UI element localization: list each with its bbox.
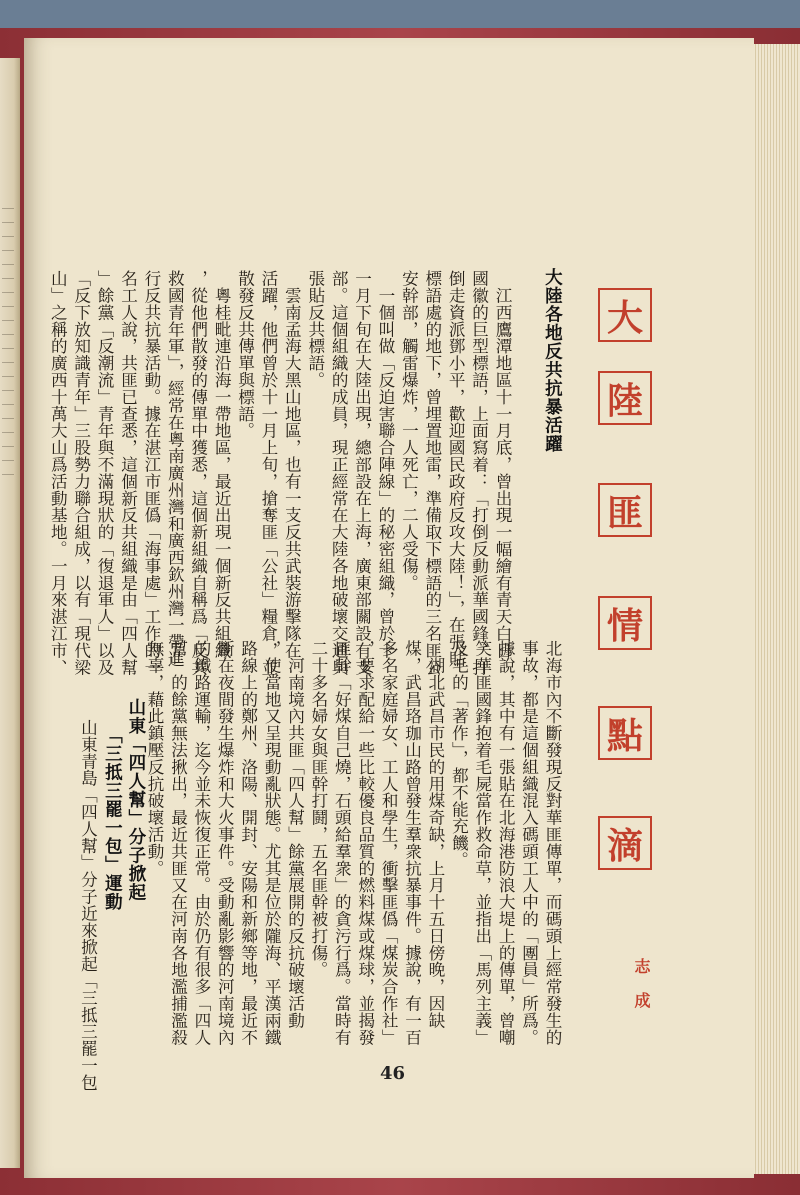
article-body-1: 江西鷹潭地區十一月底，曾出現一幅繪有青天白日 國徽的巨型標語，上面寫着：「打倒反動派華國鋒、打 倒走資派鄧小平，歡迎國民政府反攻大陸！」，在張貼 標語處的地下，曾埋置地雷，準備取下標語的三名匪公 安幹部，觸雷爆炸，一人死亡，二人受傷。 一個叫做「反迫害聯合陣線」的秘密組織，曾於十 一月下旬在大陸出現，總部設在上海，廣東部關設有支 部。這個組織的成員，現正經常在大陸各地破壞交通與 張貼反共標語。 雲南孟海大黑山地區，也有一支反共武裝游擊隊在 活躍，他們曾於十一月上旬，搶奪匪「公社」糧倉，並 散發反共傳單與標語。 粵桂毗連沿海一帶地區，最近出現一個新反共組織 ，從他們散發的傳單中獲悉，這個新組織自稱爲「反共 救國青年軍」，經常在粵南廣州灣和廣西欽州灣一帶進 行反共抗暴活動。據在湛江市匪僞「海事處」工作的一 名工人說，共匪已查悉，這個新反共組織是由「四人幫 」餘黨「反潮流」青年與不滿現狀的「復退軍人」以及 「反下放知識青年」三股勢力聯合組成，以有「現代梁 山」之稱的廣西十萬大山爲活動基地。一月來湛江市、: [48, 270, 512, 676]
author-name: 志成: [632, 958, 651, 1026]
magazine-page: [24, 38, 754, 1178]
title-char-6: 滴: [598, 816, 652, 870]
article-heading-3: 山東「四人幫」分子掀起 「三抵三罷一包」運動: [102, 698, 146, 912]
article-body-2: 北海市內不斷發現反對華匪傳單，而碼頭上經常發生的 事故，都是這個組織混入碼頭工人中的「團員」所爲。 據說，其中有一張貼在北海港防浪大堤上的傳單，曾嘲 笑華匪國鋒抱着毛屍當作救命草，並指出「馬列主義」 及毛的「著作」，都不能充饑。 湖北武昌市民的用煤奇缺，上月十五日傍晚，因缺 煤，武昌珞珈山路曾發生羣衆抗暴事件。據說，有一百 多名家庭婦女、工人和學生，衝擊匪僞「煤炭合作社」 ，要求配給一些比較優良品質的燃料煤或煤球，並揭發 匪幹「好煤自己燒，石頭給羣衆」的貪污行爲。當時有 二十多名婦女與匪幹打鬪，五名匪幹被打傷。 河南境內共匪「四人幫」餘黨展開的反抗破壞活動 ，使當地又呈現動亂狀態。尤其是位於隴海、平漢兩鐵 路線上的鄭州、洛陽、開封、安陽和新鄉等地，最近不 斷在夜間發生爆炸和大火事件。受動亂影響的河南境內 的鐵路運輸，迄今並未恢復正常。由於仍有很多「四人 幫」的餘黨無法揪出，最近共匪又在河南各地濫捕濫殺 無辜，藉此鎮壓反抗破壞活動。: [145, 640, 562, 1046]
left-page-text-fragment: [2, 208, 14, 488]
page-number: 46: [380, 1063, 406, 1084]
title-char-3: 匪: [598, 483, 652, 537]
title-char-2: 陸: [598, 371, 652, 425]
article-heading-1: 大陸各地反共抗暴活躍: [542, 268, 563, 453]
title-char-4: 情: [598, 596, 652, 650]
article-body-3: 山東青島「四人幫」分子近來掀起「三抵三罷一包: [78, 702, 98, 1091]
title-char-5: 點: [598, 706, 652, 760]
title-char-1: 大: [598, 288, 652, 342]
left-page-edge: [0, 58, 20, 1168]
